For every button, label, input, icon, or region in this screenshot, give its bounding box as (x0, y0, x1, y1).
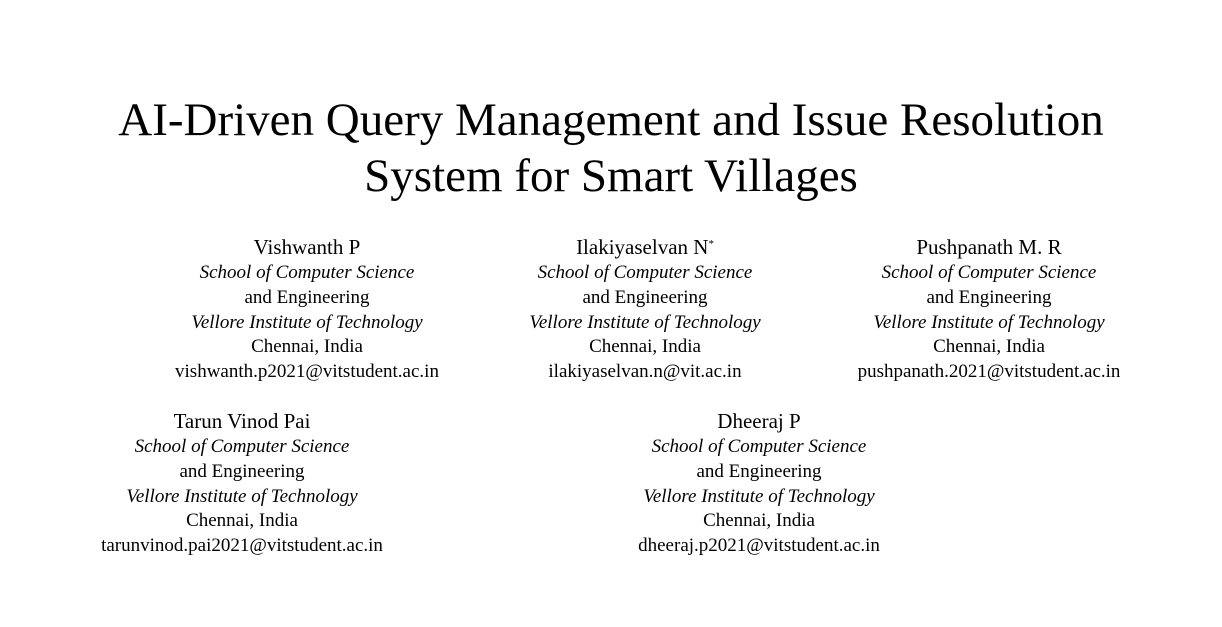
author-department: School of Computer Science (651, 436, 867, 457)
author-location: Chennai, India (589, 336, 701, 358)
author-department: School of Computer Science (134, 436, 350, 457)
author-email: dheeraj.p2021@vitstudent.ac.in (638, 535, 880, 557)
author-email: pushpanath.2021@vitstudent.ac.in (857, 361, 1121, 383)
author-institution: Vellore Institute of Technology (191, 311, 423, 333)
author-department: School of Computer Science (537, 262, 753, 283)
author-block (779, 235, 1199, 385)
corresponding-author-marker: * (708, 238, 714, 250)
author-name: Tarun Vinod Pai (173, 409, 311, 433)
author-institution: Vellore Institute of Technology (643, 485, 875, 507)
author-block (32, 409, 452, 559)
author-location: Chennai, India (186, 510, 298, 532)
author-location: Chennai, India (703, 510, 815, 532)
author-email: tarunvinod.pai2021@vitstudent.ac.in (101, 535, 383, 557)
author-institution: Vellore Institute of Technology (529, 311, 761, 333)
author-name: Dheeraj P (717, 409, 801, 433)
author-department: School of Computer Science (881, 262, 1097, 283)
paper-title-line-1: AI-Driven Query Management and Issue Resolution (118, 94, 1104, 146)
author-department-cont: and Engineering (696, 460, 822, 482)
author-department-cont: and Engineering (179, 460, 305, 482)
author-institution: Vellore Institute of Technology (126, 485, 358, 507)
author-location: Chennai, India (933, 336, 1045, 358)
author-department-cont: and Engineering (244, 286, 370, 308)
author-location: Chennai, India (251, 336, 363, 358)
author-department-cont: and Engineering (926, 286, 1052, 308)
author-email: ilakiyaselvan.n@vit.ac.in (548, 361, 742, 383)
author-email: vishwanth.p2021@vitstudent.ac.in (175, 361, 439, 383)
author-department-cont: and Engineering (582, 286, 708, 308)
author-institution: Vellore Institute of Technology (873, 311, 1105, 333)
author-block (549, 409, 969, 559)
author-name: Ilakiyaselvan N* (576, 235, 714, 259)
paper-title-line-2: System for Smart Villages (364, 150, 858, 202)
author-department: School of Computer Science (199, 262, 415, 283)
author-name: Vishwanth P (253, 235, 361, 259)
author-name: Pushpanath M. R (916, 235, 1062, 259)
